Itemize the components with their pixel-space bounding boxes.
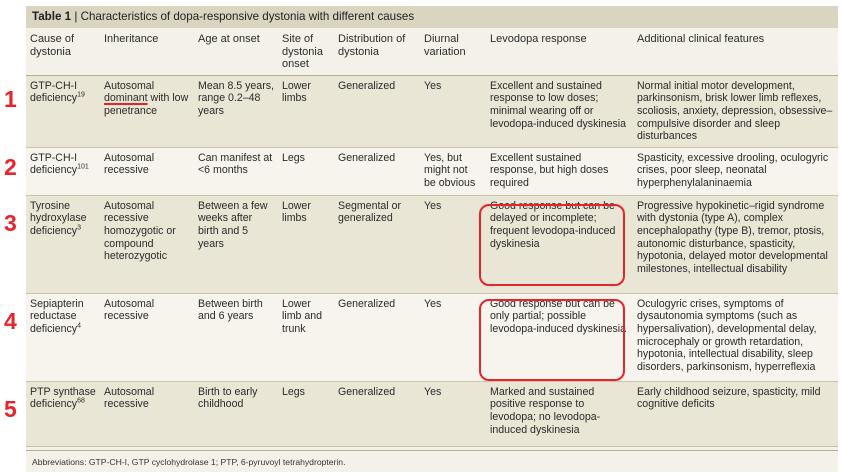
highlight-box-row-3 (479, 204, 625, 286)
cell-cause: PTP synthase deficiency$^{68}$ (26, 381, 100, 446)
table-row (26, 147, 838, 195)
cell-features: Early childhood seizure, spasticity, mild cognitive deficits (633, 381, 838, 446)
row-number-4: 4 (4, 308, 17, 334)
header-inheritance: Inheritance (100, 28, 194, 75)
cell-features: Progressive hypokinetic–rigid syndrome with dystonia (type A), complex encephalopathy (type B), tremor, ptosis, autonomic disturbance, spasticity, hypotonia, delayed motor developmental milestones, intellectual disability (633, 195, 838, 293)
cell-age: Can manifest at <6 months (194, 147, 278, 195)
table-title-text: Characteristics of dopa-responsive dystonia with different causes (80, 10, 415, 23)
header-age: Age at onset (194, 28, 278, 75)
cell-diurnal: Yes (420, 75, 486, 147)
cell-levodopa: Marked and sustained positive response to levodopa; no levodopa-induced dyskinesia (486, 381, 633, 446)
cell-site: Legs (278, 381, 334, 446)
table-row (26, 381, 838, 446)
cell-inheritance: Autosomal recessive (100, 381, 194, 446)
cell-features: Spasticity, excessive drooling, oculogyric crises, poor sleep, neonatal hyperphenylalaninaemia (633, 147, 838, 195)
cell-diurnal: Yes (420, 195, 486, 293)
table-row (26, 195, 838, 293)
cell-levodopa: Excellent and sustained response to low doses; minimal wearing off or levodopa-induced dyskinesia (486, 75, 633, 147)
table-row (26, 293, 838, 381)
row-number-5: 5 (4, 396, 17, 422)
header-features: Additional clinical features (633, 28, 838, 75)
header-row (26, 28, 838, 75)
cell-distribution: Generalized (334, 147, 420, 195)
row-number-1: 1 (4, 86, 17, 112)
header-levodopa: Levodopa response (486, 28, 633, 75)
cell-age: Between birth and 6 years (194, 293, 278, 381)
header-diurnal: Diurnal variation (420, 28, 486, 75)
cell-inheritance: Autosomal recessive homozygotic or compound heterozygotic (100, 195, 194, 293)
cell-levodopa: Good response but can be only partial; possible levodopa-induced dyskinesia (486, 293, 633, 381)
cell-distribution: Generalized (334, 381, 420, 446)
cell-cause: GTP-CH-I deficiency$^{19}$ (26, 75, 100, 147)
table-footnote: Abbreviations: GTP-CH-I, GTP cyclohydrolase 1; PTP, 6-pyruvoyl tetrahydropterin. (26, 450, 838, 472)
cell-diurnal: Yes, but might not be obvious (420, 147, 486, 195)
data-table (26, 28, 838, 447)
highlight-box-row-4 (479, 299, 625, 381)
cell-levodopa: Good response but can be delayed or incomplete; frequent levodopa-induced dyskinesia (486, 195, 633, 293)
cell-site: Lower limbs (278, 195, 334, 293)
table-title (26, 6, 838, 28)
cell-cause: GTP-CH-I deficiency$^{101}$ (26, 147, 100, 195)
cell-diurnal: Yes (420, 381, 486, 446)
header-cause: Cause of dystonia (26, 28, 100, 75)
characteristics-table (26, 6, 838, 472)
row-number-2: 2 (4, 154, 17, 180)
cell-cause: Tyrosine hydroxylase deficiency$^3$ (26, 195, 100, 293)
row-number-3: 3 (4, 210, 17, 236)
cell-age: Between a few weeks after birth and 5 years (194, 195, 278, 293)
header-distribution: Distribution of dystonia (334, 28, 420, 75)
cell-site: Legs (278, 147, 334, 195)
cell-features: Oculogyric crises, symptoms of dysautonomia symptoms (such as hypersalivation), developmental delay, microcephaly or growth retardation, hypotonia, intellectual disability, sleep disorders, parkinsonism, hyperreflexia (633, 293, 838, 381)
cell-distribution: Generalized (334, 293, 420, 381)
dominant-highlight: dominant (104, 92, 148, 105)
cell-age: Mean 8.5 years, range 0.2–48 years (194, 75, 278, 147)
title-separator: | (74, 10, 78, 23)
cell-inheritance: Autosomal recessive (100, 293, 194, 381)
cell-inheritance: Autosomal dominant with low penetrance (100, 75, 194, 147)
cell-cause: Sepiapterin reductase deficiency$^4$ (26, 293, 100, 381)
cell-features: Normal initial motor development, parkinsonism, brisk lower limb reflexes, scoliosis, anxiety, depression, obsessive–compulsive disorder and sleep disturbances (633, 75, 838, 147)
table-row (26, 75, 838, 147)
table-label: Table 1 (32, 10, 72, 23)
cell-inheritance: Autosomal recessive (100, 147, 194, 195)
cell-distribution: Segmental or generalized (334, 195, 420, 293)
header-site: Site of dystonia onset (278, 28, 334, 75)
cell-diurnal: Yes (420, 293, 486, 381)
cell-site: Lower limbs (278, 75, 334, 147)
cell-levodopa: Excellent sustained response, but high doses required (486, 147, 633, 195)
cell-distribution: Generalized (334, 75, 420, 147)
cell-age: Birth to early childhood (194, 381, 278, 446)
cell-site: Lower limb and trunk (278, 293, 334, 381)
